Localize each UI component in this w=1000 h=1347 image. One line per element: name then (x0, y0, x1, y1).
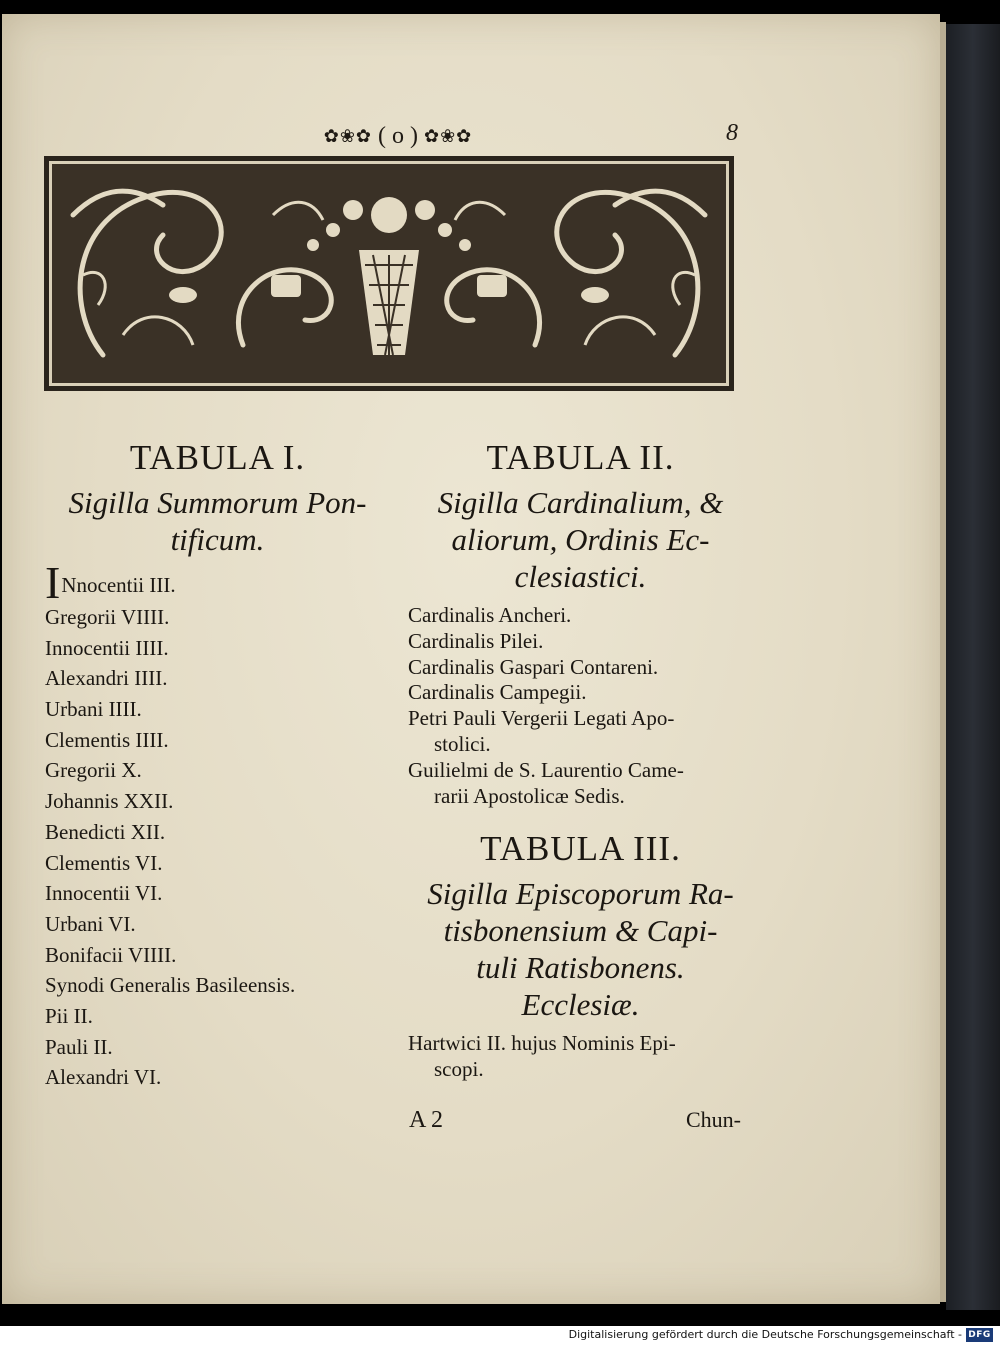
page-number: 8 (726, 120, 738, 146)
list-item-text: Nnocentii III. (61, 573, 176, 597)
ornament-right-icon: ✿❀✿ (423, 125, 473, 146)
subtitle-line: tificum. (170, 522, 265, 557)
list-item: Benedicti XII. (45, 819, 166, 844)
list-item: Clementis VI. (45, 850, 163, 875)
list-item: Guilielmi de S. Laurentio Came- (408, 757, 684, 782)
list-item-continuation: stolici. (434, 731, 491, 756)
list-item: Pii II. (45, 1003, 93, 1028)
subtitle-line: tisbonensium & Capi- (443, 913, 718, 949)
right-column (408, 428, 753, 1083)
signature-mark: A 2 (409, 1107, 444, 1133)
subtitle-line: Sigilla Summorum Pon- (68, 485, 367, 520)
list-item: Alexandri IIII. (45, 666, 168, 691)
subtitle-line: Sigilla Episcoporum Ra- (427, 876, 734, 912)
list-item-continuation: scopi. (434, 1057, 484, 1082)
tabula-heading: TABULA III. (480, 829, 681, 869)
subtitle-line: tuli Ratisbonens. (476, 950, 685, 986)
tabula-subtitle (408, 875, 753, 1023)
dfg-logo-icon: DFG (966, 1328, 993, 1342)
subtitle-line: Ecclesiæ. (521, 987, 640, 1023)
tabula-heading: TABULA II. (486, 438, 675, 477)
list-item: Urbani IIII. (45, 697, 142, 722)
list-item: Alexandri VI. (45, 1065, 162, 1090)
list-item-continuation: rarii Apostolicæ Sedis. (434, 783, 625, 808)
running-head (288, 119, 508, 153)
list-item: Bonifacii VIIII. (45, 942, 177, 967)
list-item: Innocentii VI. (45, 881, 163, 906)
subtitle-line: clesiastici. (514, 559, 647, 594)
list-item: Hartwici II. hujus Nominis Epi- (408, 1031, 676, 1056)
book-cover-edge (946, 24, 1000, 1310)
list-item: Cardinalis Gaspari Contareni. (408, 654, 659, 679)
list-item (45, 557, 390, 608)
tabula-heading: TABULA I. (129, 438, 306, 477)
list-item: Innocentii IIII. (45, 635, 169, 660)
catchword: Chun- (686, 1107, 741, 1132)
left-column (45, 428, 390, 1093)
list-item: Cardinalis Pilei. (408, 628, 544, 653)
ornament-left-icon: ✿❀✿ (323, 125, 372, 146)
list-item: Cardinalis Campegii. (408, 680, 587, 705)
list-item: Gregorii VIIII. (45, 605, 170, 629)
tabula-subtitle (408, 484, 753, 595)
list-item: Petri Pauli Vergerii Legati Apo- (408, 706, 675, 731)
drop-cap: I (45, 557, 61, 608)
tabula-subtitle (45, 484, 390, 558)
floral-woodcut-ornament-icon (43, 155, 735, 392)
list-item: Pauli II. (45, 1034, 113, 1059)
subtitle-line: Sigilla Cardinalium, & (437, 485, 724, 520)
list-item: Cardinalis Ancheri. (408, 603, 572, 627)
list-item: Clementis IIII. (45, 727, 169, 752)
funding-credit: Digitalisierung gefördert durch die Deutsche Forschungsgemeinschaft - (568, 1328, 962, 1341)
list-item: Johannis XXII. (45, 789, 174, 814)
list-item: Urbani VI. (45, 911, 136, 936)
list-item: Gregorii X. (45, 758, 142, 783)
subtitle-line: aliorum, Ordinis Ec- (451, 522, 710, 557)
list-item: Synodi Generalis Basileensis. (45, 973, 296, 998)
running-head-center: ( o ) (378, 122, 418, 149)
